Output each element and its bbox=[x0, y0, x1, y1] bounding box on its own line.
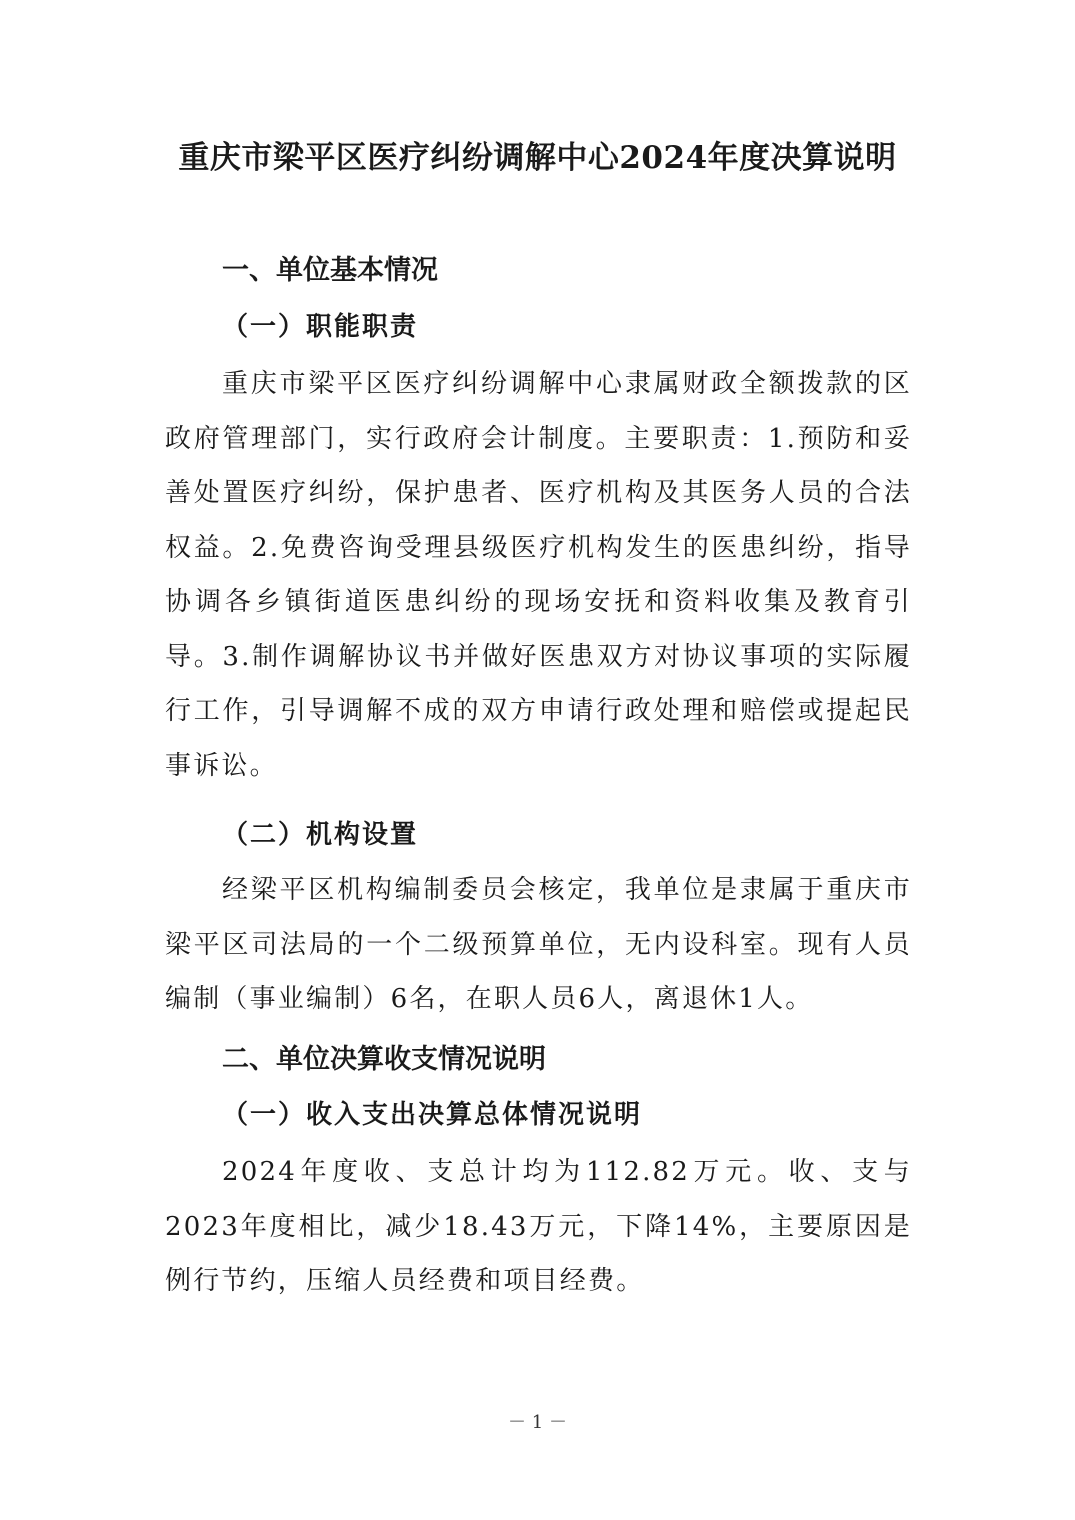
paragraph-duties: 重庆市梁平区医疗纠纷调解中心隶属财政全额拨款的区政府管理部门，实行政府会计制度。主要职责：1.预防和妥善处置医疗纠纷，保护患者、医疗机构及其医务人员的合法权益。2.免费咨询受理县级医疗机构发生的医患纠纷，指导协调各乡镇街道医患纠纷的现场安抚和资料收集及教育引导。3.制作调解协议书并做好医患双方对协议事项的实际履行工作，引导调解不成的双方申请行政处理和赔偿或提起民事诉讼。 bbox=[165, 369, 912, 781]
paragraph-organization: 经梁平区机构编制委员会核定，我单位是隶属于重庆市梁平区司法局的一个二级预算单位，无内设科室。现有人员编制（事业编制）6名，在职人员6人，离退休1人。 bbox=[165, 875, 912, 1014]
section-heading-budget: 二、单位决算收支情况说明 bbox=[222, 1044, 546, 1075]
subsection-heading-organization: （二）机构设置 bbox=[222, 820, 419, 850]
paragraph-overall: 2024年度收、支总计均为112.82万元。收、支与2023年度相比，减少18.43万元，下降14%，主要原因是例行节约，压缩人员经费和项目经费。 bbox=[165, 1157, 912, 1296]
page-number: － 1 － bbox=[508, 1412, 567, 1433]
section-heading-basic-info: 一、单位基本情况 bbox=[222, 255, 438, 286]
page-title: 重庆市梁平区医疗纠纷调解中心2024年度决算说明 bbox=[178, 140, 897, 176]
subsection-heading-duties: （一）职能职责 bbox=[222, 312, 419, 342]
subsection-heading-overall: （一）收入支出决算总体情况说明 bbox=[222, 1100, 643, 1130]
